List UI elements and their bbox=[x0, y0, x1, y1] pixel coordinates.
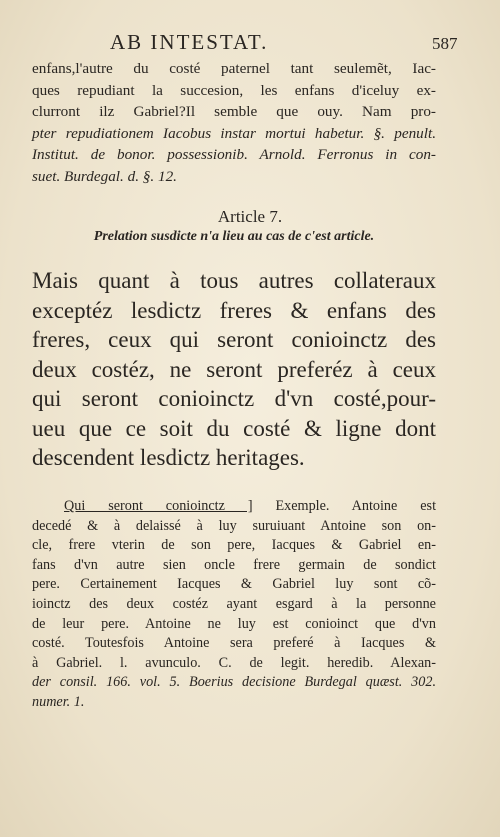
text-line: Institut. de bonor. possessionib. Arnold. Ferronus in con- bbox=[32, 146, 436, 163]
commentary-line: der consil. 166. vol. 5. Boerius decisione Burdegal quæst. 302. bbox=[32, 674, 436, 691]
commentary-line: de leur pere. Antoine ne luy est conioinct que d'vn bbox=[32, 615, 436, 632]
article-line: ueu que ce soit du costé & ligne dont bbox=[32, 415, 436, 441]
article-line: exceptéz lesdictz freres & enfans des bbox=[32, 297, 436, 323]
text-line: ques repudiant la succesion, les enfans d'iceluy ex- bbox=[32, 81, 436, 99]
article-text bbox=[32, 266, 436, 473]
commentary-line: cle, frere vterin de son pere, Iacques & Gabriel en- bbox=[32, 537, 436, 554]
page-header bbox=[0, 30, 500, 60]
text-line: pter repudiationem Iacobus instar mortui habetur. §. penult. bbox=[32, 124, 436, 142]
article-heading: Article 7. bbox=[217, 207, 283, 226]
text-line: clurront ilz Gabriel?Il semble que ouy. Nam pro- bbox=[32, 103, 436, 120]
page-number: 587 bbox=[432, 34, 458, 53]
commentary-line: à Gabriel. l. avunculo. C. de legit. heredib. Alexan- bbox=[32, 654, 436, 671]
paragraph-commentary-previous bbox=[32, 58, 436, 187]
commentary-line: ioinctz des deux costéz ayant esgard à la personne bbox=[32, 595, 436, 612]
commentary-line: numer. 1. bbox=[32, 693, 85, 710]
commentary-line: costé. Toutesfois Antoine sera preferé à Iacques & bbox=[32, 635, 436, 652]
commentary-line: Exemple. Antoine est bbox=[275, 498, 437, 514]
text-line: enfans,l'autre du costé paternel tant seulemẽt, Iac- bbox=[32, 60, 436, 77]
commentary-line: pere. Certainement Iacques & Gabriel luy sont cõ- bbox=[32, 576, 436, 593]
running-title: AB INTESTAT. bbox=[110, 30, 269, 54]
commentary-note bbox=[32, 497, 436, 713]
article-line: Mais quant à tous autres collateraux bbox=[32, 268, 436, 293]
commentary-first-line bbox=[32, 497, 436, 517]
article-line: qui seront conioinctz d'vn costé,pour- bbox=[32, 386, 436, 411]
text-line: suet. Burdegal. d. §. 12. bbox=[32, 167, 177, 185]
article-line: descendent lesdictz heritages. bbox=[32, 445, 305, 470]
commentary-line: fans d'vn autre sien oncle frere germain de sondict bbox=[32, 556, 436, 573]
commentary-line: decedé & à delaissé à luy suruiuant Antoine son on- bbox=[32, 517, 436, 534]
article-line: deux costéz, ne seront preferéz à ceux bbox=[32, 356, 436, 382]
commentary-lemma: Qui seront conioinctz ] bbox=[64, 498, 253, 514]
article-subtitle: Prelation susdicte n'a lieu au cas de c'est article. bbox=[93, 229, 375, 244]
article-line: freres, ceux qui seront conioinctz des bbox=[32, 327, 436, 352]
